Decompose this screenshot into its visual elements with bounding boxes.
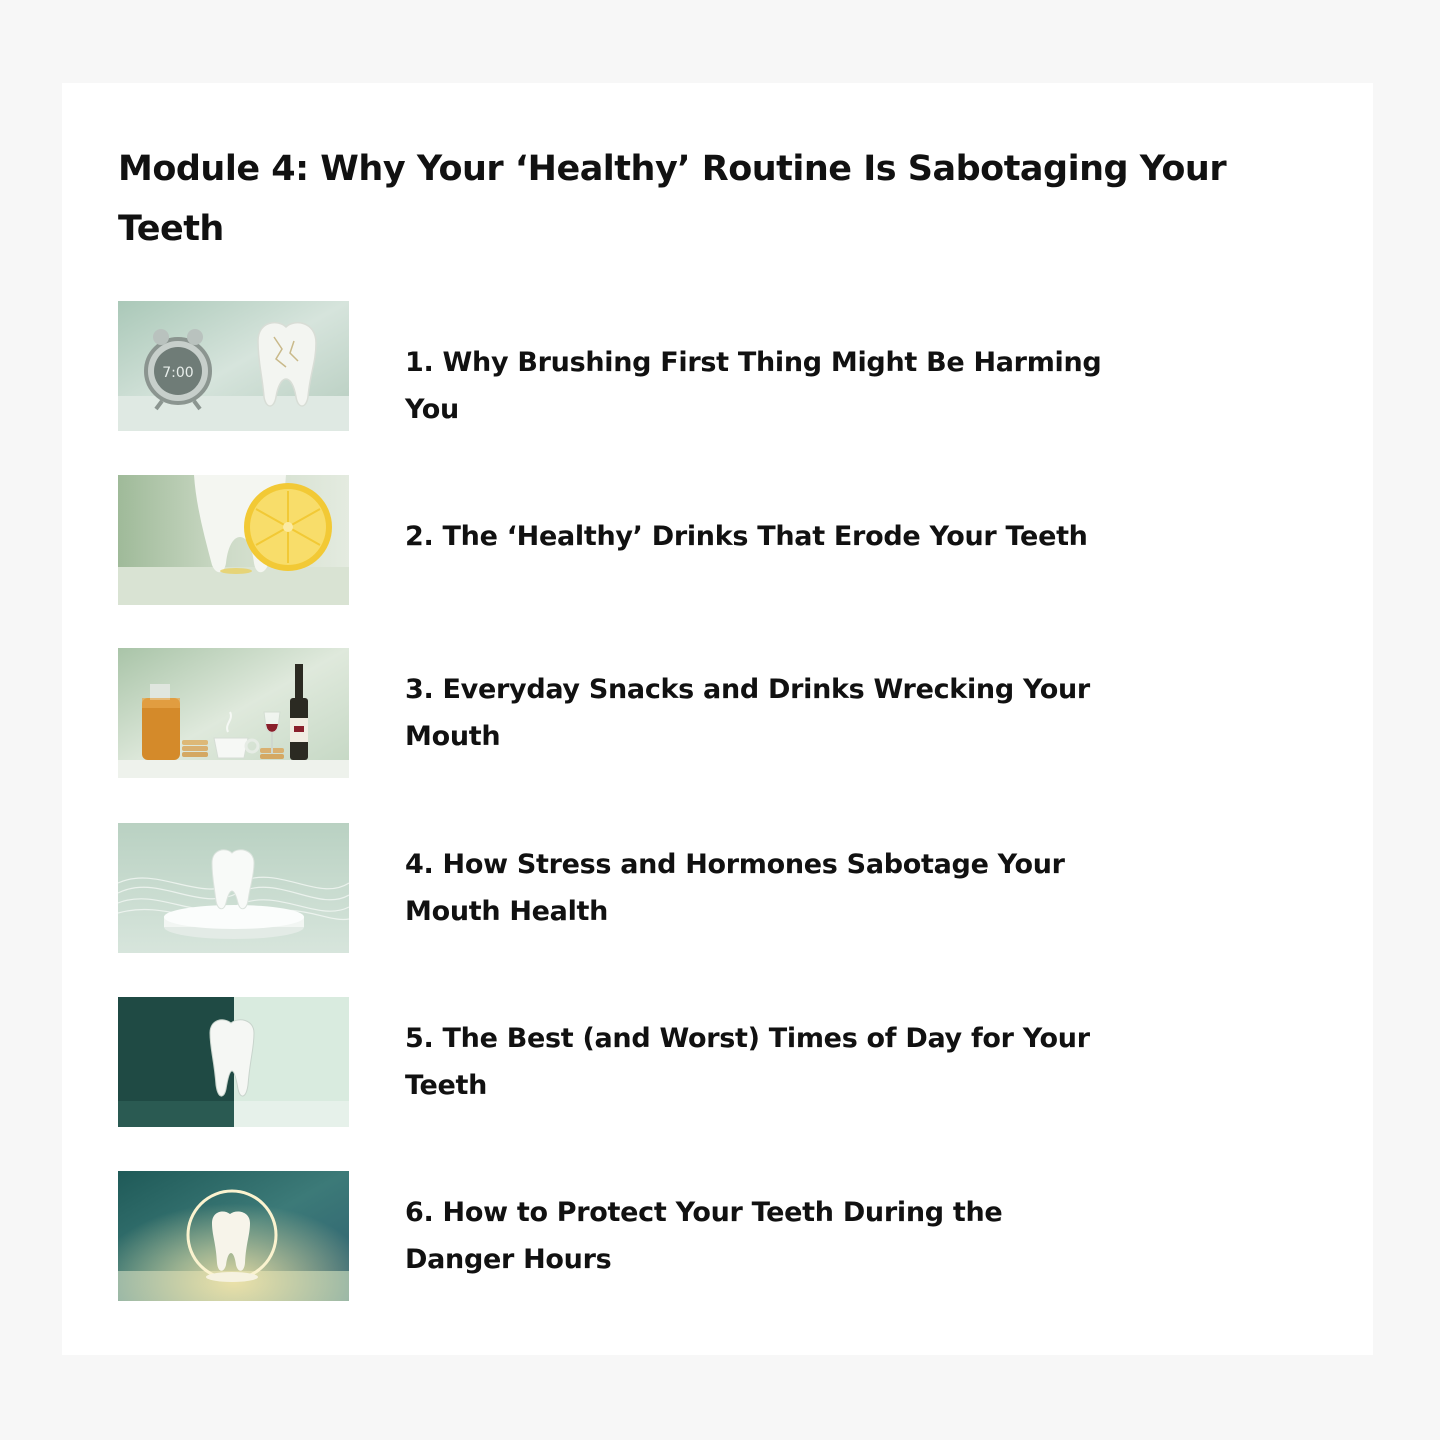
lesson-title-3[interactable]: 3. Everyday Snacks and Drinks Wrecking Your Mouth <box>405 674 1090 752</box>
module-title: Module 4: Why Your ‘Healthy’ Routine Is Sabotaging Your Teeth <box>118 149 1227 249</box>
lesson-thumbnail-alarm-clock-tooth[interactable] <box>118 301 349 431</box>
lesson-thumbnail-tooth-glowing-ring[interactable] <box>118 1171 349 1301</box>
svg-text:7:00: 7:00 <box>162 365 194 381</box>
lesson-item-2[interactable] <box>118 475 1218 605</box>
lesson-item-3[interactable] <box>118 648 1218 778</box>
lesson-item-5[interactable] <box>118 997 1218 1127</box>
lesson-thumbnail-tooth-lemon[interactable] <box>118 475 349 605</box>
lesson-title-1[interactable]: 1. Why Brushing First Thing Might Be Harming You <box>405 347 1102 425</box>
pedestal-icon <box>164 905 304 939</box>
lemon-icon <box>244 483 332 571</box>
lesson-item-4[interactable] <box>118 823 1218 953</box>
lesson-thumbnail-tooth-day-night[interactable] <box>118 997 349 1127</box>
lesson-title-5[interactable]: 5. The Best (and Worst) Times of Day for Your Teeth <box>405 1023 1090 1101</box>
lesson-thumbnail-snacks-drinks[interactable] <box>118 648 349 778</box>
lesson-title-6[interactable]: 6. How to Protect Your Teeth During the Danger Hours <box>405 1197 1003 1275</box>
lesson-title-4[interactable]: 4. How Stress and Hormones Sabotage Your Mouth Health <box>405 849 1065 927</box>
lesson-item-1[interactable] <box>118 301 1218 431</box>
lesson-item-6[interactable] <box>118 1171 1218 1301</box>
lesson-thumbnail-tooth-pedestal[interactable] <box>118 823 349 953</box>
module-card <box>62 83 1373 1355</box>
lesson-title-2[interactable]: 2. The ‘Healthy’ Drinks That Erode Your Teeth <box>405 521 1088 552</box>
